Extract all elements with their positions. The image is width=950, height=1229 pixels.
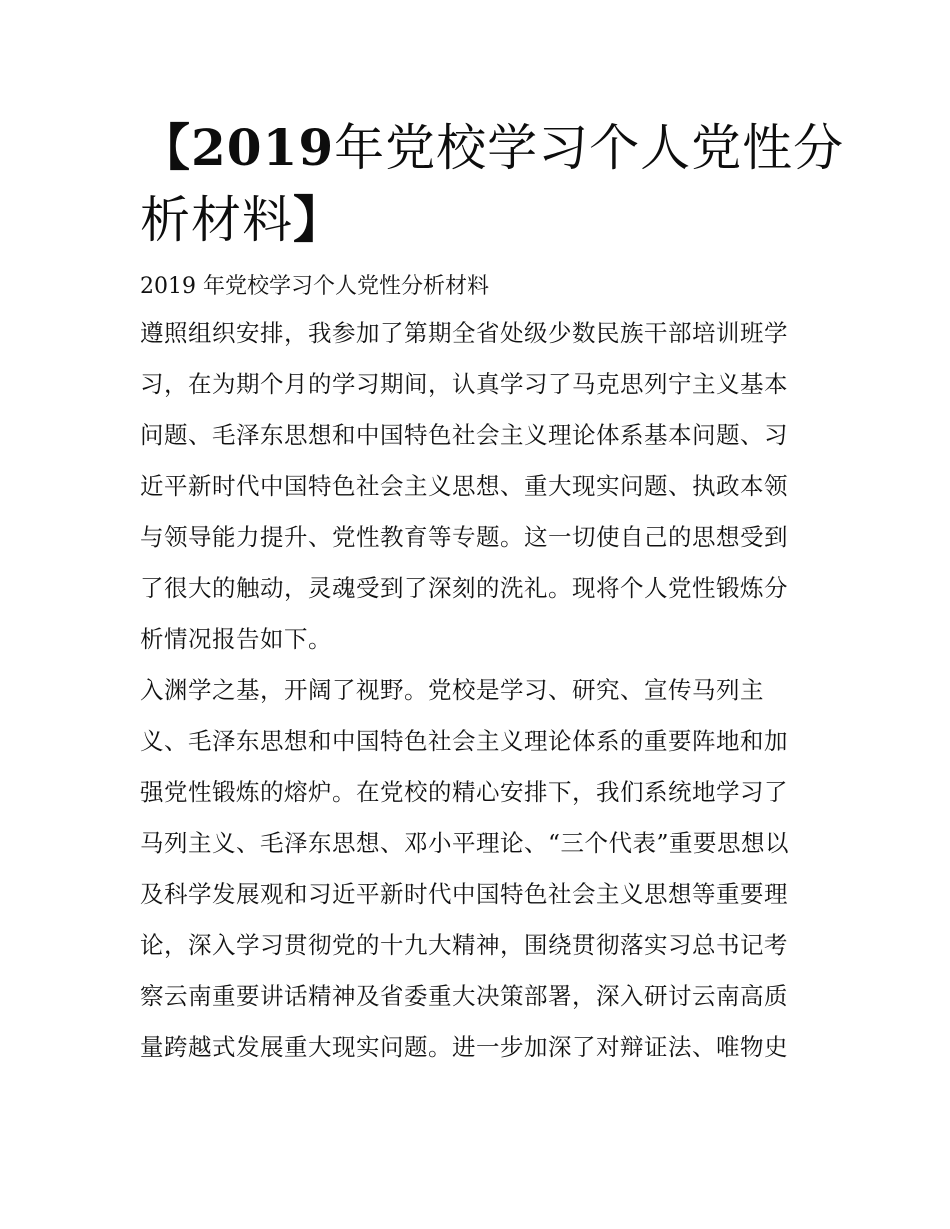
paragraph-line: 强党性锻炼的熔炉。在党校的精心安排下，我们系统地学习了 (140, 778, 788, 806)
title-line-2 (140, 184, 812, 256)
title-line-1 (140, 112, 845, 184)
paragraph-line: 入渊学之基，开阔了视野。党校是学习、研究、宣传马列主 (140, 676, 764, 704)
title-open-bracket: 【 (140, 118, 191, 177)
paragraph-line: 了很大的触动，灵魂受到了深刻的洗礼。现将个人党性锻炼分 (140, 574, 788, 602)
document-subtitle: 2019 年党校学习个人党性分析材料 (140, 274, 489, 299)
paragraph-line: 遵照组织安排，我参加了第期全省处级少数民族干部培训班学 (140, 319, 788, 347)
paragraph-line: 量跨越式发展重大现实问题。进一步加深了对辩证法、唯物史 (140, 1033, 788, 1061)
title-text-2: 析材料 (140, 191, 293, 249)
paragraph-line: 论，深入学习贯彻党的十九大精神，围绕贯彻落实习总书记考 (140, 931, 788, 959)
paragraph-line: 习，在为期个月的学习期间，认真学习了马克思列宁主义基本 (140, 370, 788, 398)
paragraph-line: 马列主义、毛泽东思想、邓小平理论、“三个代表”重要思想以 (140, 829, 790, 857)
paragraph-line: 析情况报告如下。 (140, 625, 332, 653)
title-close-bracket: 】 (293, 190, 344, 249)
title-text-1: 年党校学习个人党性分 (334, 119, 845, 177)
paragraph-line: 问题、毛泽东思想和中国特色社会主义理论体系基本问题、习 (140, 421, 788, 449)
paragraph-1 (140, 308, 812, 665)
paragraph-line: 义、毛泽东思想和中国特色社会主义理论体系的重要阵地和加 (140, 727, 788, 755)
paragraph-2 (140, 665, 812, 1073)
document-page (140, 112, 845, 1073)
paragraph-line: 与领导能力提升、党性教育等专题。这一切使自己的思想受到 (140, 523, 788, 551)
paragraph-line: 近平新时代中国特色社会主义思想、重大现实问题、执政本领 (140, 472, 788, 500)
document-title (140, 112, 845, 256)
title-year: 2019 (191, 118, 335, 177)
paragraph-line: 察云南重要讲话精神及省委重大决策部署，深入研讨云南高质 (140, 982, 788, 1010)
paragraph-line: 及科学发展观和习近平新时代中国特色社会主义思想等重要理 (140, 880, 788, 908)
